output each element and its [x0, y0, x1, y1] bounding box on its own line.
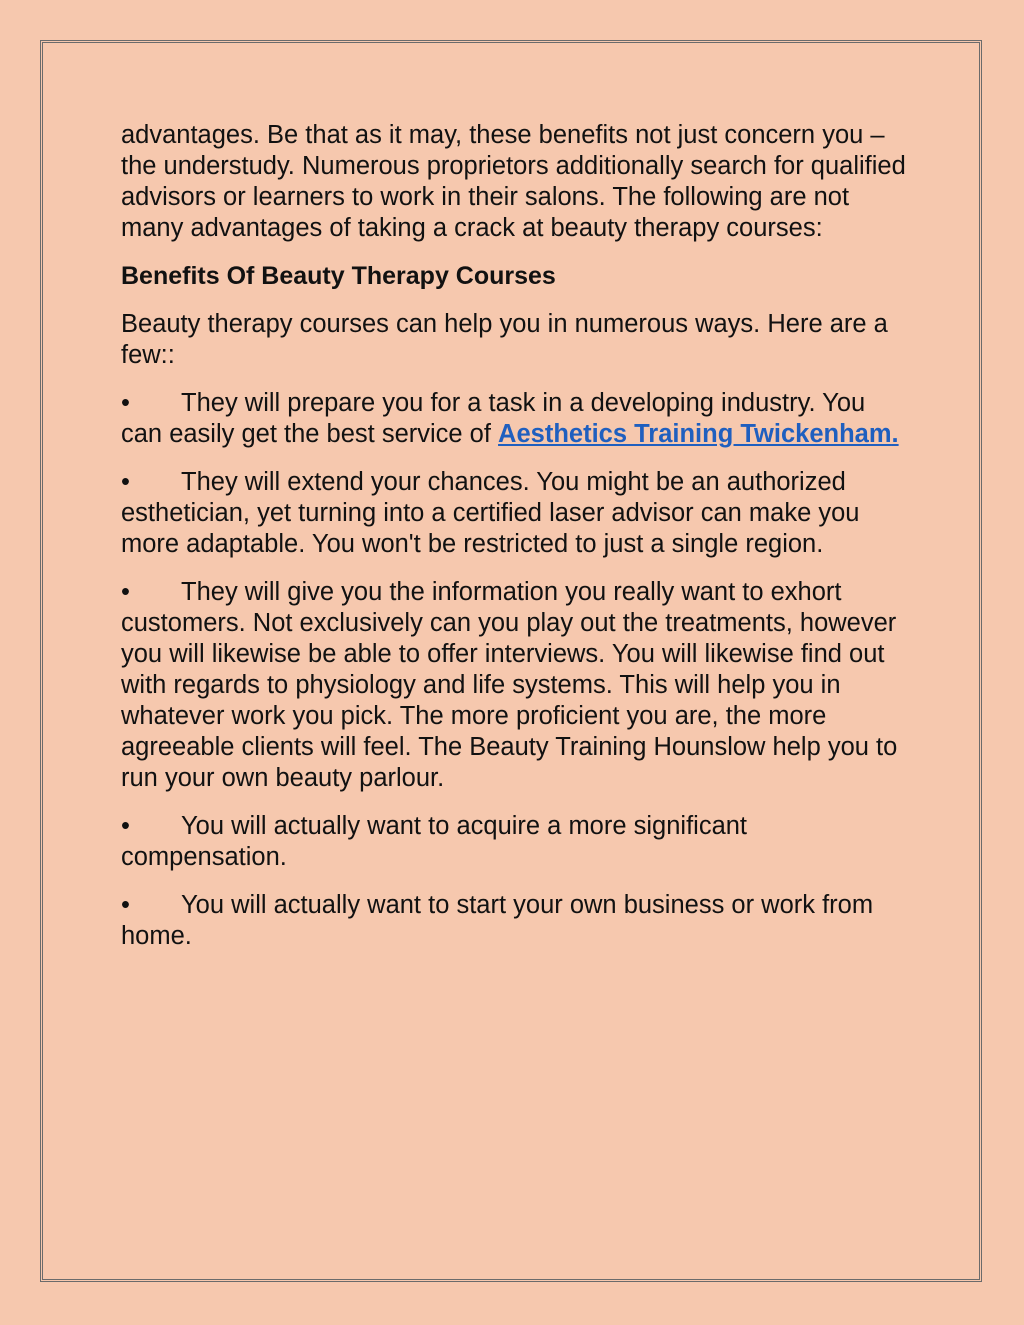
bullet-icon: • — [121, 468, 130, 496]
bullet-item-4 — [121, 811, 911, 873]
bullet-text: You will actually want to start your own business or work from home. — [121, 891, 874, 950]
bullet-text: You will actually want to acquire a more significant compensation. — [121, 812, 748, 871]
bullet-text: They will extend your chances. You might be an authorized esthetician, yet turning into a certified laser advisor can make you more adaptable. You won't be restricted to just a single region. — [121, 468, 860, 558]
bullet-item-5 — [121, 890, 911, 952]
bullet-text: They will give you the information you really want to exhort customers. Not exclusively can you play out the treatments, however you will likewise be able to offer interviews. You will likewise find out with regards to physiology and life systems. This will help you in whatever work you pick. The more proficient you are, the more agreeable clients will feel. The Beauty Training Hounslow help you to run your own beauty parlour. — [121, 578, 898, 792]
bullet-icon: • — [121, 578, 130, 606]
bullet-icon: • — [121, 812, 130, 840]
document-body — [121, 120, 911, 969]
link-period: . — [891, 420, 899, 448]
bullet-item-2 — [121, 467, 911, 560]
bullet-item-1 — [121, 388, 911, 450]
bullet-item-3 — [121, 577, 911, 794]
aesthetics-training-link[interactable]: Aesthetics Training Twickenham — [498, 420, 892, 448]
intro-paragraph: advantages. Be that as it may, these benefits not just concern you – the understudy. Numerous proprietors additionally search for qualified advisors or learners to work in their salons. The following are not many advantages of taking a crack at beauty therapy courses: — [121, 121, 906, 242]
section-heading: Benefits Of Beauty Therapy Courses — [121, 262, 556, 290]
bullet-icon: • — [121, 389, 130, 417]
lead-paragraph: Beauty therapy courses can help you in numerous ways. Here are a few:: — [121, 310, 888, 369]
bullet-icon: • — [121, 891, 130, 919]
bullet-text: They will prepare you for a task in a developing industry. You can easily get the best service of — [121, 389, 866, 448]
